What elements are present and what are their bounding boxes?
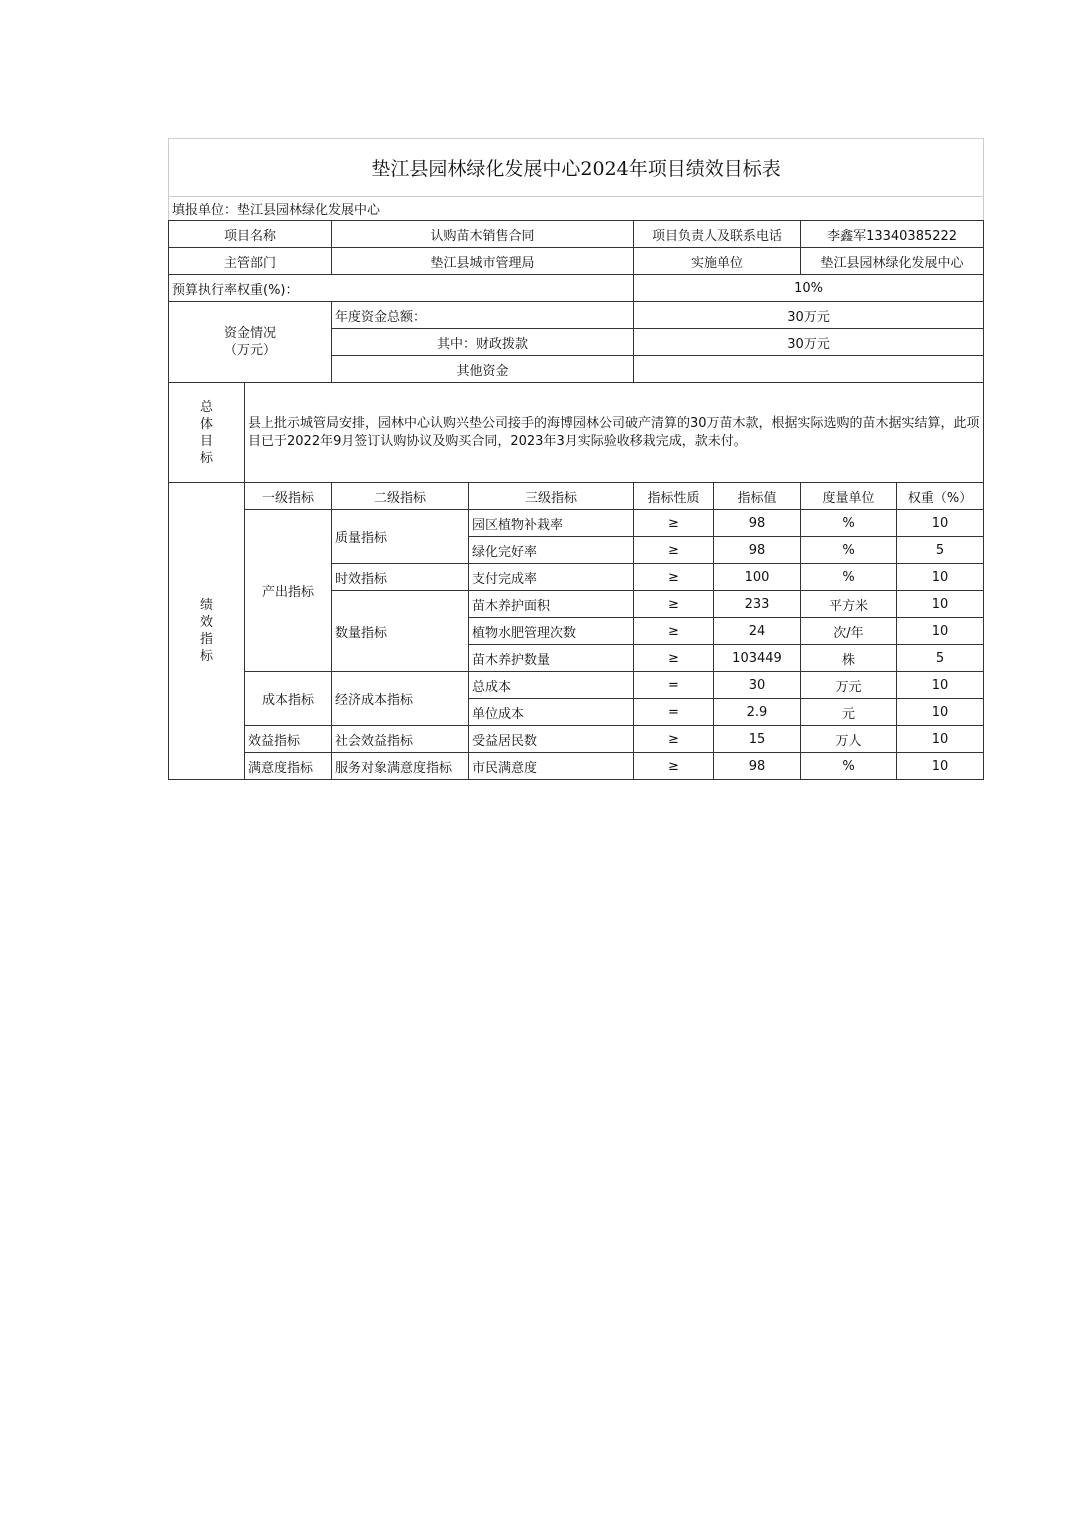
goal-char: 体: [199, 416, 213, 432]
level2-social-benefit: 社会效益指标: [332, 726, 469, 753]
header-weight: 权重（%）: [897, 483, 984, 510]
indicator-weight: 10: [897, 564, 984, 591]
header-nature: 指标性质: [634, 483, 714, 510]
level2-timeliness: 时效指标: [332, 564, 469, 591]
indicator-name: 苗木养护数量: [469, 645, 634, 672]
header-level3: 三级指标: [469, 483, 634, 510]
overall-goal-text: 县上批示城管局安排，园林中心认购兴垫公司接手的海博园林公司破产清算的30万苗木款，根据实际选购的苗木据实结算，此项目已于2022年9月签订认购协议及购买合同，2023年3月实际验收移栽完成，款未付。: [245, 383, 984, 483]
indicator-unit: 万人: [801, 726, 897, 753]
perf-char: 效: [199, 615, 213, 630]
indicator-op: ≥: [634, 564, 714, 591]
indicator-weight: 10: [897, 672, 984, 699]
indicator-name: 总成本: [469, 672, 634, 699]
fiscal-label: 其中：财政拨款: [332, 329, 634, 356]
indicator-value: 30: [714, 672, 801, 699]
level2-economic-cost: 经济成本指标: [332, 672, 469, 726]
indicator-op: ≥: [634, 753, 714, 780]
dept-value: 垫江县城市管理局: [332, 248, 634, 275]
indicator-unit: 株: [801, 645, 897, 672]
indicator-name: 单位成本: [469, 699, 634, 726]
annual-total-value: 30万元: [634, 302, 984, 329]
dept-label: 主管部门: [169, 248, 332, 275]
page-title: 垫江县园林绿化发展中心2024年项目绩效目标表: [169, 139, 984, 197]
indicator-value: 15: [714, 726, 801, 753]
indicator-value: 98: [714, 537, 801, 564]
table-row: [169, 510, 984, 537]
indicator-op: ≥: [634, 537, 714, 564]
funds-label-line2: （万元）: [223, 343, 276, 358]
contact-value: 李鑫军13340385222: [801, 221, 984, 248]
indicator-unit: %: [801, 564, 897, 591]
header-level1: 一级指标: [245, 483, 332, 510]
indicator-value: 98: [714, 510, 801, 537]
indicator-name: 受益居民数: [469, 726, 634, 753]
indicator-name: 苗木养护面积: [469, 591, 634, 618]
indicator-op: ≥: [634, 618, 714, 645]
performance-indicators-label: [169, 483, 245, 780]
indicator-value: 103449: [714, 645, 801, 672]
funds-label-line1: 资金情况: [223, 326, 276, 341]
indicator-unit: %: [801, 537, 897, 564]
contact-label: 项目负责人及联系电话: [634, 221, 801, 248]
other-funds-label: 其他资金: [332, 356, 634, 383]
indicator-weight: 10: [897, 753, 984, 780]
goal-char: 总: [199, 399, 213, 415]
indicator-unit: %: [801, 510, 897, 537]
indicator-unit: 平方米: [801, 591, 897, 618]
perf-char: 标: [199, 649, 213, 664]
indicator-value: 24: [714, 618, 801, 645]
indicator-weight: 10: [897, 510, 984, 537]
indicator-weight: 10: [897, 591, 984, 618]
impl-value: 垫江县园林绿化发展中心: [801, 248, 984, 275]
indicator-value: 233: [714, 591, 801, 618]
indicator-value: 100: [714, 564, 801, 591]
level1-satisfaction: 满意度指标: [245, 753, 332, 780]
indicator-op: =: [634, 699, 714, 726]
annual-total-label: 年度资金总额：: [332, 302, 634, 329]
indicator-name: 园区植物补栽率: [469, 510, 634, 537]
perf-char: 绩: [199, 598, 213, 613]
goal-char: 标: [199, 450, 213, 466]
indicator-name: 绿化完好率: [469, 537, 634, 564]
performance-target-sheet: [168, 138, 983, 780]
table-row: [169, 726, 984, 753]
indicator-weight: 5: [897, 537, 984, 564]
table-row: [169, 753, 984, 780]
indicator-name: 植物水肥管理次数: [469, 618, 634, 645]
level1-benefit: 效益指标: [245, 726, 332, 753]
indicator-op: ≥: [634, 645, 714, 672]
indicator-name: 支付完成率: [469, 564, 634, 591]
indicator-value: 98: [714, 753, 801, 780]
performance-target-table: [168, 138, 984, 780]
header-level2: 二级指标: [332, 483, 469, 510]
reporting-unit-value: 垫江县园林绿化发展中心: [237, 203, 381, 218]
goal-char: 目: [199, 433, 213, 449]
fiscal-value: 30万元: [634, 329, 984, 356]
level2-quality: 质量指标: [332, 510, 469, 564]
indicator-weight: 10: [897, 699, 984, 726]
indicator-weight: 5: [897, 645, 984, 672]
overall-goal-label: [169, 383, 245, 483]
funds-label: [169, 302, 332, 383]
indicator-weight: 10: [897, 726, 984, 753]
header-unit: 度量单位: [801, 483, 897, 510]
indicator-value: 2.9: [714, 699, 801, 726]
header-value: 指标值: [714, 483, 801, 510]
indicator-unit: %: [801, 753, 897, 780]
level2-quantity: 数量指标: [332, 591, 469, 672]
indicator-unit: 万元: [801, 672, 897, 699]
indicator-unit: 元: [801, 699, 897, 726]
budget-rate-label: 预算执行率权重(%)：: [169, 275, 634, 302]
other-funds-value: [634, 356, 984, 383]
table-row: [169, 672, 984, 699]
project-name-value: 认购苗木销售合同: [332, 221, 634, 248]
indicator-weight: 10: [897, 618, 984, 645]
indicator-op: ≥: [634, 591, 714, 618]
perf-char: 指: [199, 632, 213, 647]
indicator-op: ≥: [634, 726, 714, 753]
indicator-name: 市民满意度: [469, 753, 634, 780]
indicator-unit: 次/年: [801, 618, 897, 645]
indicator-op: ≥: [634, 510, 714, 537]
level2-service-satisfaction: 服务对象满意度指标: [332, 753, 469, 780]
reporting-unit-label: 填报单位：: [172, 203, 238, 218]
level1-output: 产出指标: [245, 510, 332, 672]
budget-rate-value: 10%: [634, 275, 984, 302]
reporting-unit: [169, 197, 984, 221]
impl-label: 实施单位: [634, 248, 801, 275]
indicator-op: =: [634, 672, 714, 699]
project-name-label: 项目名称: [169, 221, 332, 248]
level1-cost: 成本指标: [245, 672, 332, 726]
